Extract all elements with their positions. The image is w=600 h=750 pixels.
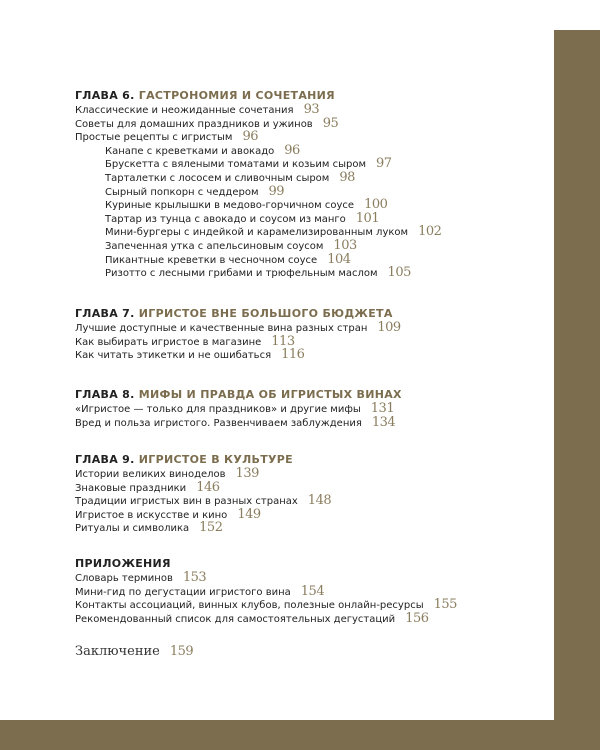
page-number: 103: [333, 237, 357, 253]
page-number: 116: [281, 347, 305, 363]
page-number: 109: [377, 320, 401, 335]
entry-title: Куриные крылышки в медово-горчичном соусе: [105, 200, 355, 212]
toc-entry[interactable]: [75, 117, 441, 131]
toc-subentry[interactable]: [75, 212, 441, 226]
toc-subentry[interactable]: [75, 253, 441, 267]
chapter-title: [75, 88, 441, 103]
toc-conclusion[interactable]: [75, 644, 193, 659]
chapter-name: ИГРИСТОЕ В КУЛЬТУРЕ: [138, 453, 293, 466]
entry-title: Традиции игристых вин в разных странах: [75, 496, 298, 508]
page-number: 96: [242, 129, 259, 145]
toc-entry[interactable]: [75, 103, 441, 117]
toc-entry[interactable]: [75, 416, 402, 430]
chapter-7: [75, 306, 401, 362]
page-number: 134: [371, 414, 396, 430]
toc-subentry[interactable]: [75, 157, 441, 171]
appendices-title: ПРИЛОЖЕНИЯ: [75, 557, 171, 570]
page-number: 96: [284, 142, 300, 158]
toc-entry[interactable]: [75, 494, 331, 508]
page-number: 98: [339, 169, 355, 185]
chapter-number: ГЛАВА 6.: [75, 89, 135, 102]
entry-title: Ризотто с лесными грибами и трюфельным маслом: [105, 268, 378, 280]
page-number: 152: [199, 520, 223, 536]
toc-subentry[interactable]: [75, 185, 441, 199]
conclusion-title: Заключение: [75, 644, 160, 659]
toc-subentry[interactable]: [75, 239, 441, 253]
chapter-title: [75, 556, 457, 571]
chapter-8: [75, 387, 402, 429]
entry-title: Тартар из тунца с авокадо и соусом из манго: [105, 213, 346, 225]
page-number: 101: [355, 210, 380, 226]
entry-title: Контакты ассоциаций, винных клубов, полезные онлайн-ресурсы: [75, 600, 424, 612]
toc-subentry[interactable]: [75, 225, 441, 239]
entry-title: Как читать этикетки и не ошибаться: [75, 350, 272, 362]
entry-title: «Игристое — только для праздников» и другие мифы: [75, 404, 361, 415]
entry-title: Ритуалы и символика: [75, 523, 190, 535]
page-number: 99: [268, 183, 285, 199]
book-page: [0, 30, 554, 720]
entry-title: Сырный попкорн с чеддером: [105, 186, 259, 198]
page-number: 100: [364, 197, 388, 213]
toc-entry[interactable]: [75, 571, 457, 585]
toc-subentry[interactable]: [75, 266, 441, 280]
entry-title: Пикантные креветки в чесночном соусе: [105, 254, 318, 266]
toc-entry[interactable]: [75, 612, 457, 626]
entry-title: Канапе с креветками и авокадо: [105, 145, 275, 157]
toc-entry[interactable]: [75, 585, 457, 599]
page-number: 113: [271, 333, 295, 349]
entry-title: Простые рецепты с игристым: [75, 132, 233, 144]
toc-entry[interactable]: [75, 348, 401, 362]
page-number: 155: [433, 597, 457, 613]
toc-entry[interactable]: [75, 402, 402, 416]
entry-title: Мини-гид по дегустации игристого вина: [75, 586, 291, 598]
entry-title: Мини-бургеры с индейкой и карамелизированным луком: [105, 227, 409, 239]
toc-entry[interactable]: [75, 335, 401, 349]
page-number: 139: [235, 466, 259, 481]
page-number: 104: [327, 251, 351, 267]
chapter-number: ГЛАВА 9.: [75, 453, 135, 466]
toc-entry[interactable]: [75, 508, 331, 522]
page-number: 97: [376, 156, 392, 172]
entry-title: Тарталетки с лососем и сливочным сыром: [105, 172, 330, 184]
entry-title: Как выбирать игристое в магазине: [75, 336, 262, 348]
entry-title: Лучшие доступные и качественные вина разных стран: [75, 323, 368, 334]
entry-title: Советы для домашних праздников и ужинов: [75, 118, 313, 130]
page-number: 148: [307, 493, 332, 509]
page-number: 146: [196, 479, 220, 495]
entry-title: Классические и неожиданные сочетания: [75, 105, 294, 116]
chapter-name: ИГРИСТОЕ ВНЕ БОЛЬШОГО БЮДЖЕТА: [138, 307, 393, 320]
page-frame-right: [554, 30, 600, 720]
page-number: 102: [418, 224, 442, 240]
chapter-number: ГЛАВА 7.: [75, 307, 135, 320]
page-number: 105: [387, 265, 411, 281]
toc-entry[interactable]: [75, 481, 331, 495]
page-number: 153: [182, 570, 207, 585]
page-number: 93: [303, 102, 320, 117]
entry-title: Игристое в искусстве и кино: [75, 509, 228, 521]
page-number: 154: [300, 583, 325, 599]
toc-subentry[interactable]: [75, 144, 441, 158]
toc-entry[interactable]: [75, 521, 331, 535]
toc-entry[interactable]: [75, 467, 331, 481]
page-number: 131: [370, 401, 395, 416]
entry-title: Запеченная утка с апельсиновым соусом: [105, 240, 324, 252]
entry-title: Словарь терминов: [75, 573, 173, 584]
table-of-contents: [0, 30, 554, 720]
appendices: [75, 556, 457, 625]
toc-entry[interactable]: [75, 321, 401, 335]
chapter-number: ГЛАВА 8.: [75, 388, 135, 401]
toc-entry[interactable]: [75, 598, 457, 612]
page-number: 159: [169, 644, 194, 659]
chapter-title: [75, 387, 402, 402]
chapter-9: [75, 452, 331, 535]
page-frame-bottom: [0, 720, 600, 750]
page-number: 156: [405, 610, 429, 626]
toc-subentry[interactable]: [75, 198, 441, 212]
chapter-title: [75, 306, 401, 321]
entry-title: Рекомендованный список для самостоятельных дегустаций: [75, 613, 396, 625]
page-number: 149: [237, 506, 261, 522]
entry-title: Брускетта с вялеными томатами и козьим сыром: [105, 159, 367, 171]
page-number: 95: [322, 115, 339, 131]
toc-entry[interactable]: [75, 130, 441, 144]
entry-title: Истории великих виноделов: [75, 469, 226, 480]
entry-title: Вред и польза игристого. Развенчиваем заблуждения: [75, 417, 362, 429]
toc-subentry[interactable]: [75, 171, 441, 185]
chapter-6: [75, 88, 441, 280]
chapter-name: ГАСТРОНОМИЯ И СОЧЕТАНИЯ: [138, 89, 335, 102]
entry-title: Знаковые праздники: [75, 482, 187, 494]
chapter-title: [75, 452, 331, 467]
chapter-name: МИФЫ И ПРАВДА ОБ ИГРИСТЫХ ВИНАХ: [138, 388, 402, 401]
